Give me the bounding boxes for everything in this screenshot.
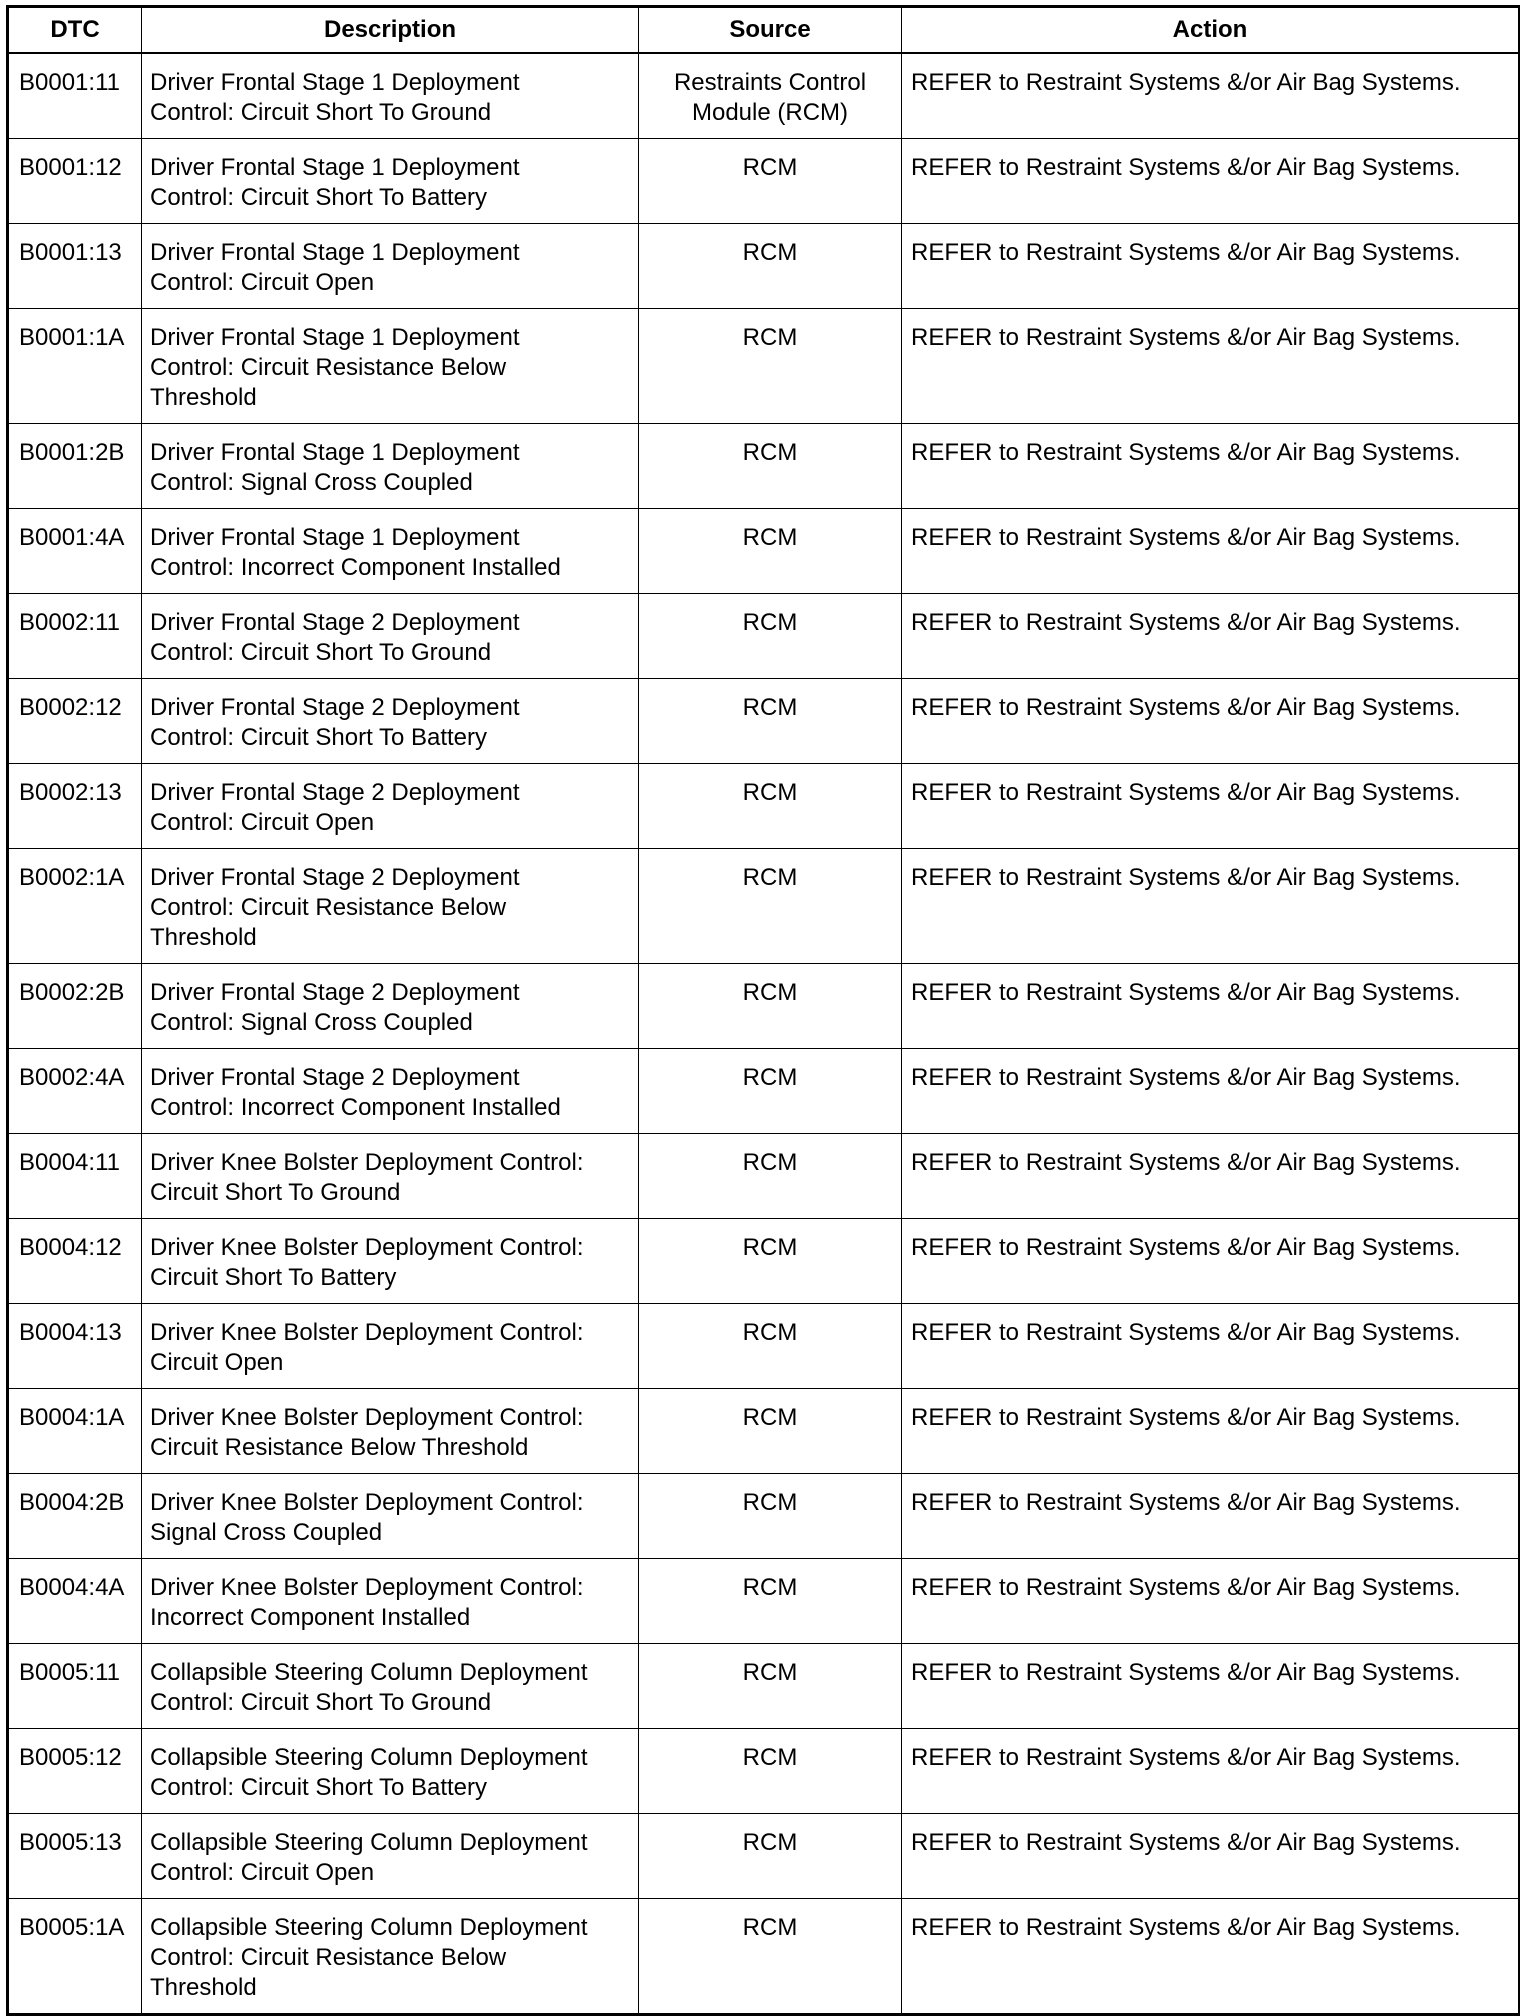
table-row — [8, 1049, 1520, 1134]
description-cell — [142, 764, 639, 849]
action-cell: REFER to Restraint Systems &/or Air Bag Systems. — [902, 1559, 1520, 1644]
action-cell: REFER to Restraint Systems &/or Air Bag Systems. — [902, 1049, 1520, 1134]
description-line: Driver Frontal Stage 2 Deployment — [150, 979, 520, 1006]
source-cell — [639, 53, 902, 139]
dtc-code-cell: B0004:13 — [8, 1304, 142, 1389]
source-line: RCM — [742, 524, 798, 551]
dtc-code-cell: B0002:1A — [8, 849, 142, 964]
source-line: RCM — [742, 609, 798, 636]
description-cell — [142, 1559, 639, 1644]
source-line: RCM — [742, 239, 798, 266]
description-cell — [142, 1219, 639, 1304]
description-line: Control: Signal Cross Coupled — [150, 469, 473, 496]
description-cell — [142, 1729, 639, 1814]
source-line: RCM — [742, 1064, 798, 1091]
description-line: Circuit Short To Ground — [150, 1179, 401, 1206]
description-cell — [142, 1814, 639, 1899]
description-line: Control: Circuit Open — [150, 809, 375, 836]
source-line: RCM — [742, 439, 798, 466]
description-cell — [142, 1049, 639, 1134]
dtc-code-cell: B0004:4A — [8, 1559, 142, 1644]
table-row — [8, 594, 1520, 679]
dtc-code-cell: B0002:4A — [8, 1049, 142, 1134]
header-source: Source — [639, 7, 902, 54]
dtc-code-cell: B0002:12 — [8, 679, 142, 764]
action-cell: REFER to Restraint Systems &/or Air Bag Systems. — [902, 139, 1520, 224]
description-line: Control: Circuit Short To Battery — [150, 724, 488, 751]
action-cell: REFER to Restraint Systems &/or Air Bag Systems. — [902, 849, 1520, 964]
description-line: Circuit Open — [150, 1349, 284, 1376]
description-line: Incorrect Component Installed — [150, 1604, 471, 1631]
description-line: Driver Knee Bolster Deployment Control: — [150, 1574, 584, 1601]
description-line: Control: Circuit Resistance Below — [150, 354, 507, 381]
description-line: Control: Circuit Resistance Below — [150, 894, 507, 921]
description-line: Control: Incorrect Component Installed — [150, 1094, 561, 1121]
action-cell: REFER to Restraint Systems &/or Air Bag Systems. — [902, 1899, 1520, 2015]
action-cell: REFER to Restraint Systems &/or Air Bag Systems. — [902, 1134, 1520, 1219]
action-cell: REFER to Restraint Systems &/or Air Bag Systems. — [902, 1474, 1520, 1559]
description-line: Control: Signal Cross Coupled — [150, 1009, 473, 1036]
table-row — [8, 1219, 1520, 1304]
source-line: RCM — [742, 694, 798, 721]
dtc-code-cell: B0001:2B — [8, 424, 142, 509]
source-line: RCM — [742, 154, 798, 181]
table-row — [8, 1559, 1520, 1644]
source-cell — [639, 1474, 902, 1559]
description-cell — [142, 424, 639, 509]
action-cell: REFER to Restraint Systems &/or Air Bag Systems. — [902, 679, 1520, 764]
description-line: Collapsible Steering Column Deployment — [150, 1914, 588, 1941]
description-line: Collapsible Steering Column Deployment — [150, 1744, 588, 1771]
table-row — [8, 964, 1520, 1049]
action-cell: REFER to Restraint Systems &/or Air Bag Systems. — [902, 1729, 1520, 1814]
header-dtc: DTC — [8, 7, 142, 54]
table-row — [8, 1729, 1520, 1814]
table-row — [8, 224, 1520, 309]
source-line: RCM — [742, 1744, 798, 1771]
description-cell — [142, 1644, 639, 1729]
table-row — [8, 1389, 1520, 1474]
source-cell — [639, 1049, 902, 1134]
description-line: Driver Frontal Stage 1 Deployment — [150, 154, 520, 181]
source-line: Restraints Control — [673, 69, 867, 96]
source-cell — [639, 139, 902, 224]
description-cell — [142, 594, 639, 679]
dtc-code-cell: B0005:13 — [8, 1814, 142, 1899]
description-cell — [142, 1899, 639, 2015]
action-cell: REFER to Restraint Systems &/or Air Bag Systems. — [902, 53, 1520, 139]
description-cell — [142, 309, 639, 424]
description-line: Driver Frontal Stage 1 Deployment — [150, 439, 520, 466]
dtc-code-cell: B0004:2B — [8, 1474, 142, 1559]
action-cell: REFER to Restraint Systems &/or Air Bag Systems. — [902, 309, 1520, 424]
source-cell — [639, 1559, 902, 1644]
source-line: RCM — [742, 864, 798, 891]
source-cell — [639, 1899, 902, 2015]
description-line: Driver Frontal Stage 1 Deployment — [150, 69, 520, 96]
description-cell — [142, 1304, 639, 1389]
description-line: Driver Knee Bolster Deployment Control: — [150, 1234, 584, 1261]
description-cell — [142, 849, 639, 964]
description-line: Driver Frontal Stage 2 Deployment — [150, 694, 520, 721]
source-cell — [639, 1814, 902, 1899]
description-cell — [142, 509, 639, 594]
source-cell — [639, 964, 902, 1049]
table-body — [8, 53, 1520, 2015]
description-line: Control: Circuit Short To Ground — [150, 1689, 492, 1716]
table-row — [8, 1474, 1520, 1559]
description-line: Control: Circuit Open — [150, 1859, 375, 1886]
description-line: Driver Knee Bolster Deployment Control: — [150, 1319, 584, 1346]
description-line: Collapsible Steering Column Deployment — [150, 1659, 588, 1686]
dtc-code-cell: B0002:11 — [8, 594, 142, 679]
dtc-code-cell: B0004:11 — [8, 1134, 142, 1219]
source-line: RCM — [742, 1659, 798, 1686]
description-line: Circuit Short To Battery — [150, 1264, 397, 1291]
description-cell — [142, 224, 639, 309]
description-line: Threshold — [150, 924, 257, 951]
table-row — [8, 509, 1520, 594]
description-line: Control: Circuit Short To Ground — [150, 99, 492, 126]
table-row — [8, 139, 1520, 224]
source-line: RCM — [742, 979, 798, 1006]
description-cell — [142, 53, 639, 139]
description-line: Threshold — [150, 1974, 257, 2001]
description-line: Collapsible Steering Column Deployment — [150, 1829, 588, 1856]
description-line: Driver Frontal Stage 1 Deployment — [150, 524, 520, 551]
description-cell — [142, 679, 639, 764]
action-cell: REFER to Restraint Systems &/or Air Bag Systems. — [902, 424, 1520, 509]
table-row — [8, 1814, 1520, 1899]
source-cell — [639, 509, 902, 594]
description-cell — [142, 1134, 639, 1219]
source-cell — [639, 1644, 902, 1729]
action-cell: REFER to Restraint Systems &/or Air Bag Systems. — [902, 1304, 1520, 1389]
source-cell — [639, 594, 902, 679]
source-cell — [639, 424, 902, 509]
source-cell — [639, 1304, 902, 1389]
description-line: Signal Cross Coupled — [150, 1519, 383, 1546]
table-row — [8, 764, 1520, 849]
dtc-code-cell: B0002:2B — [8, 964, 142, 1049]
source-cell — [639, 309, 902, 424]
action-cell: REFER to Restraint Systems &/or Air Bag Systems. — [902, 1219, 1520, 1304]
table-row — [8, 1899, 1520, 2015]
dtc-code-cell: B0001:11 — [8, 53, 142, 139]
description-line: Driver Frontal Stage 1 Deployment — [150, 324, 520, 351]
source-cell — [639, 679, 902, 764]
table-row — [8, 53, 1520, 139]
dtc-code-cell: B0005:1A — [8, 1899, 142, 2015]
source-line: RCM — [742, 1574, 798, 1601]
description-line: Driver Frontal Stage 2 Deployment — [150, 779, 520, 806]
source-line: RCM — [742, 1914, 798, 1941]
description-line: Control: Circuit Resistance Below — [150, 1944, 507, 1971]
table-row — [8, 679, 1520, 764]
header-description: Description — [142, 7, 639, 54]
description-line: Control: Incorrect Component Installed — [150, 554, 561, 581]
description-line: Driver Frontal Stage 2 Deployment — [150, 864, 520, 891]
description-line: Driver Knee Bolster Deployment Control: — [150, 1404, 584, 1431]
description-cell — [142, 139, 639, 224]
description-cell — [142, 1474, 639, 1559]
description-line: Driver Frontal Stage 2 Deployment — [150, 1064, 520, 1091]
source-cell — [639, 1729, 902, 1814]
dtc-code-cell: B0001:13 — [8, 224, 142, 309]
table-row — [8, 849, 1520, 964]
source-cell — [639, 1389, 902, 1474]
source-line: RCM — [742, 1829, 798, 1856]
action-cell: REFER to Restraint Systems &/or Air Bag Systems. — [902, 594, 1520, 679]
dtc-code-cell: B0004:1A — [8, 1389, 142, 1474]
description-line: Driver Frontal Stage 2 Deployment — [150, 609, 520, 636]
action-cell: REFER to Restraint Systems &/or Air Bag Systems. — [902, 224, 1520, 309]
description-cell — [142, 964, 639, 1049]
description-line: Driver Frontal Stage 1 Deployment — [150, 239, 520, 266]
source-line: RCM — [742, 1234, 798, 1261]
source-cell — [639, 224, 902, 309]
action-cell: REFER to Restraint Systems &/or Air Bag Systems. — [902, 1389, 1520, 1474]
table-row — [8, 1134, 1520, 1219]
description-line: Control: Circuit Short To Battery — [150, 1774, 488, 1801]
table-header-row — [8, 7, 1520, 54]
source-line: RCM — [742, 1319, 798, 1346]
source-line: RCM — [742, 1149, 798, 1176]
dtc-code-cell: B0005:12 — [8, 1729, 142, 1814]
source-cell — [639, 1134, 902, 1219]
description-line: Control: Circuit Open — [150, 269, 375, 296]
source-line: RCM — [742, 324, 798, 351]
dtc-code-cell: B0004:12 — [8, 1219, 142, 1304]
description-cell — [142, 1389, 639, 1474]
description-line: Driver Knee Bolster Deployment Control: — [150, 1489, 584, 1516]
description-line: Control: Circuit Short To Ground — [150, 639, 492, 666]
source-line: RCM — [742, 1489, 798, 1516]
table-row — [8, 1304, 1520, 1389]
dtc-table — [6, 5, 1520, 2016]
header-action: Action — [902, 7, 1520, 54]
table-row — [8, 424, 1520, 509]
source-cell — [639, 849, 902, 964]
source-line: Module (RCM) — [691, 99, 849, 126]
action-cell: REFER to Restraint Systems &/or Air Bag Systems. — [902, 764, 1520, 849]
table-row — [8, 309, 1520, 424]
dtc-code-cell: B0001:12 — [8, 139, 142, 224]
source-cell — [639, 764, 902, 849]
dtc-code-cell: B0001:1A — [8, 309, 142, 424]
dtc-code-cell: B0005:11 — [8, 1644, 142, 1729]
dtc-code-cell: B0001:4A — [8, 509, 142, 594]
description-line: Threshold — [150, 384, 257, 411]
description-line: Driver Knee Bolster Deployment Control: — [150, 1149, 584, 1176]
dtc-code-cell: B0002:13 — [8, 764, 142, 849]
source-line: RCM — [742, 1404, 798, 1431]
action-cell: REFER to Restraint Systems &/or Air Bag Systems. — [902, 509, 1520, 594]
description-line: Control: Circuit Short To Battery — [150, 184, 488, 211]
action-cell: REFER to Restraint Systems &/or Air Bag Systems. — [902, 1644, 1520, 1729]
source-line: RCM — [742, 779, 798, 806]
table-row — [8, 1644, 1520, 1729]
action-cell: REFER to Restraint Systems &/or Air Bag Systems. — [902, 1814, 1520, 1899]
action-cell: REFER to Restraint Systems &/or Air Bag Systems. — [902, 964, 1520, 1049]
source-cell — [639, 1219, 902, 1304]
description-line: Circuit Resistance Below Threshold — [150, 1434, 529, 1461]
